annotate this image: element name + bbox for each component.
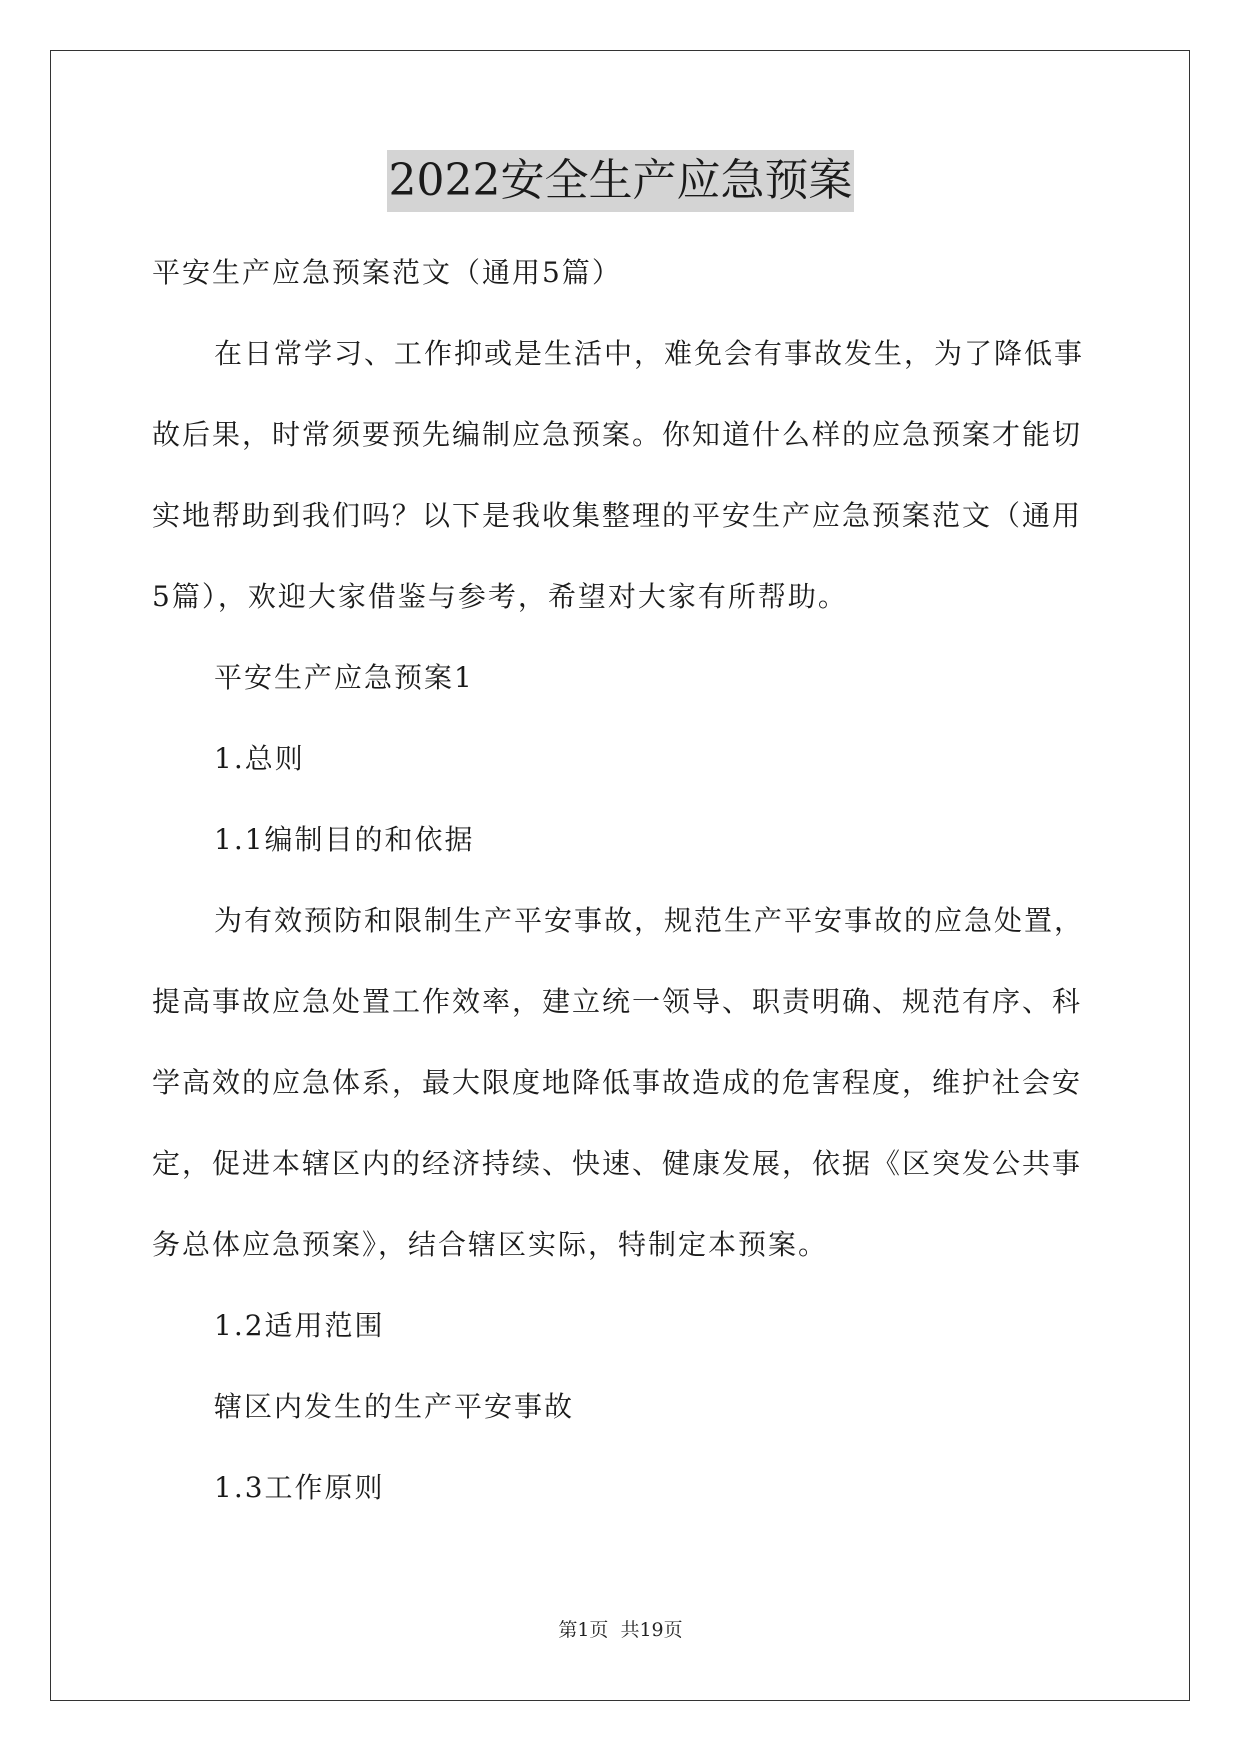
page-number: 第1页 — [558, 1619, 609, 1641]
title-wrap — [0, 150, 1241, 212]
paragraph: 平安生产应急预案1 — [214, 661, 474, 694]
paragraph: 在日常学习、工作抑或是生活中，难免会有事故发生，为了降低事故后果，时常须要预先编制应急预案。你知道什么样的应急预案才能切实地帮助到我们吗？以下是我收集整理的平安生产应急预案范文（通用5篇），欢迎大家借鉴与参考，希望对大家有所帮助。 — [152, 337, 1085, 613]
paragraph: 1.总则 — [214, 742, 305, 775]
document-body — [152, 232, 1092, 1528]
page-footer — [0, 1615, 1241, 1645]
paragraph: 辖区内发生的生产平安事故 — [214, 1390, 575, 1423]
paragraph: 1.3工作原则 — [214, 1471, 385, 1504]
paragraph: 1.1编制目的和依据 — [214, 823, 475, 856]
paragraph: 平安生产应急预案范文（通用5篇） — [152, 256, 622, 289]
paragraph: 为有效预防和限制生产平安事故，规范生产平安事故的应急处置，提高事故应急处置工作效率，建立统一领导、职责明确、规范有序、科学高效的应急体系，最大限度地降低事故造成的危害程度，维护社会安定，促进本辖区内的经济持续、快速、健康发展，依据《区突发公共事务总体应急预案》，结合辖区实际，特制定本预案。 — [152, 904, 1085, 1261]
paragraph: 1.2适用范围 — [214, 1309, 385, 1342]
page-total: 共19页 — [620, 1619, 683, 1641]
document-title: 2022安全生产应急预案 — [387, 150, 855, 212]
